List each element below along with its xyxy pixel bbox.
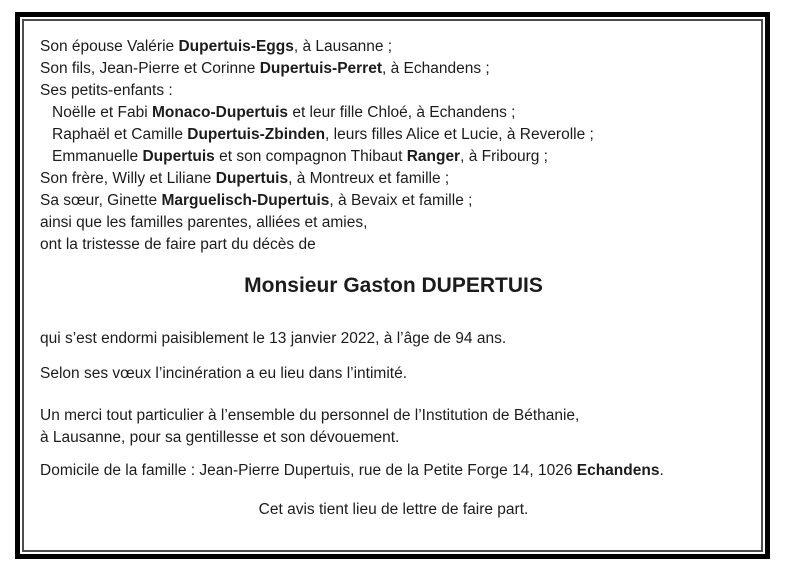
- family-line: [40, 102, 747, 124]
- text-segment: , à Echandens ;: [382, 60, 490, 77]
- bold-name-text: Echandens: [576, 462, 660, 479]
- text-segment: et son compagnon Thibaut: [214, 148, 407, 165]
- text-segment: à Lausanne, pour sa gentillesse et son dévouement.: [40, 429, 400, 446]
- text-segment: .: [659, 462, 664, 479]
- paragraph: [40, 499, 747, 521]
- family-line: [40, 36, 747, 58]
- paragraph-line: [40, 405, 747, 427]
- family-line: [40, 234, 747, 256]
- bold-name-text: Dupertuis-Perret: [259, 60, 382, 77]
- paragraph: [40, 328, 747, 350]
- bold-name-text: Marguelisch-Dupertuis: [161, 192, 330, 209]
- text-segment: , à Montreux et famille ;: [288, 170, 450, 187]
- family-line: [40, 58, 747, 80]
- text-segment: Domicile de la famille : Jean-Pierre Dupertuis, rue de la Petite Forge 14, 1026: [40, 462, 577, 479]
- paragraph-line: [40, 460, 747, 482]
- text-segment: qui s’est endormi paisiblement le 13 janvier 2022, à l’âge de 94 ans.: [40, 330, 507, 347]
- bold-name-text: Dupertuis: [215, 170, 289, 187]
- family-line: [40, 168, 747, 190]
- paragraph: [40, 405, 747, 449]
- text-segment: , à Lausanne ;: [293, 38, 393, 55]
- announcement-outer-frame: [15, 12, 770, 559]
- bold-name-text: Dupertuis-Eggs: [178, 38, 294, 55]
- bold-name-text: Dupertuis-Zbinden: [187, 126, 326, 143]
- text-segment: Selon ses vœux l’incinération a eu lieu dans l’intimité.: [40, 365, 408, 382]
- text-segment: Son fils, Jean-Pierre et Corinne: [40, 60, 260, 77]
- family-line: [40, 190, 747, 212]
- paragraph: [40, 460, 747, 482]
- announcement-inner-frame: [22, 19, 763, 552]
- text-segment: , leurs filles Alice et Lucie, à Reverolle ;: [325, 126, 594, 143]
- text-segment: , à Bevaix et famille ;: [329, 192, 473, 209]
- bold-name-text: Dupertuis: [142, 148, 215, 165]
- deceased-name-title: Monsieur Gaston DUPERTUIS: [244, 274, 543, 297]
- paragraph: [40, 363, 747, 385]
- text-segment: Ses petits-enfants :: [40, 82, 173, 99]
- text-segment: Un merci tout particulier à l’ensemble du personnel de l’Institution de Béthanie,: [40, 407, 580, 424]
- text-segment: , à Fribourg ;: [460, 148, 548, 165]
- paragraph-line: [40, 363, 747, 385]
- text-segment: Emmanuelle: [52, 148, 143, 165]
- text-segment: Son frère, Willy et Liliane: [40, 170, 216, 187]
- text-segment: Son épouse Valérie: [40, 38, 179, 55]
- bold-name-text: Monaco-Dupertuis: [151, 104, 289, 121]
- family-line: [40, 124, 747, 146]
- text-segment: ont la tristesse de faire part du décès de: [40, 236, 316, 253]
- text-segment: ainsi que les familles parentes, alliées et amies,: [40, 214, 368, 231]
- bold-name-text: Ranger: [406, 148, 461, 165]
- text-segment: Noëlle et Fabi: [52, 104, 152, 121]
- family-line: [40, 146, 747, 168]
- body-paragraphs: [40, 328, 747, 521]
- paragraph-line: [40, 499, 747, 521]
- text-segment: Raphaël et Camille: [52, 126, 188, 143]
- family-line: [40, 80, 747, 102]
- text-segment: Cet avis tient lieu de lettre de faire part.: [258, 501, 529, 518]
- text-segment: Sa sœur, Ginette: [40, 192, 162, 209]
- family-line: [40, 212, 747, 234]
- paragraph-line: [40, 328, 747, 350]
- family-lines: [40, 36, 747, 256]
- text-segment: et leur fille Chloé, à Echandens ;: [288, 104, 516, 121]
- paragraph-line: [40, 427, 747, 449]
